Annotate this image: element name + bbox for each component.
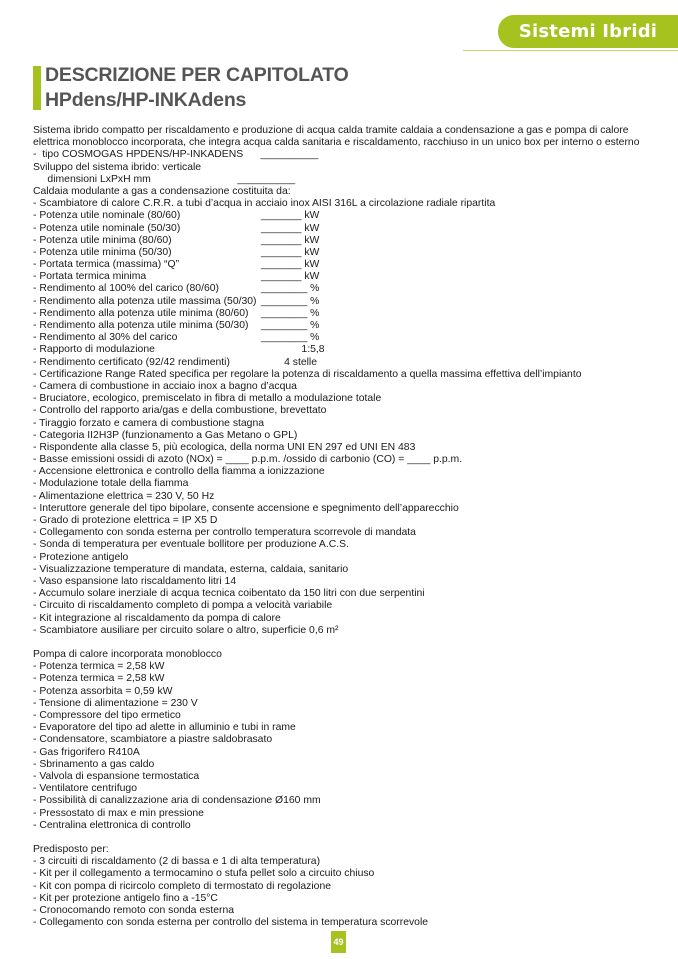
model-line: - tipo COSMOGAS HPDENS/HP-INKADENS __________ [33,149,319,161]
heat-pump-item: - Sbrinamento a gas caldo [33,758,155,770]
prepared-item: - Cronocomando remoto con sonda esterna [33,905,234,917]
spec-value: ________ % [261,307,320,319]
heat-pump-item: - Potenza termica = 2,58 kW [33,661,165,673]
heat-pump-heading: Pompa di calore incorporata monoblocco [33,649,222,661]
feature-item: - Scambiatore ausiliare per circuito solare o altro, superficie 0,6 m² [33,624,339,636]
spec-label: - Rendimento alla potenza utile minima (50/30) [33,320,249,332]
intro-paragraph: Sistema ibrido compatto per riscaldamento e produzione di acqua calda tramite caldaia a condensazione a gas e pompa di calore elettrica monoblocco incorporata, che integra acqua calda sanitaria e riscaldamento, racchiuso in un unico box per interno o esterno [33,125,640,149]
feature-item: - Circuito di riscaldamento completo di pompa a velocità variabile [33,600,333,612]
spec-value: _______ kW [261,210,320,222]
feature-item: - Basse emissioni ossidi di azoto (NOx) = ____ p.p.m. /ossido di carbonio (CO) = ____ p.p.m. [33,454,463,466]
heat-pump-item: - Compressore del tipo ermetico [33,710,181,722]
spec-row [33,210,653,222]
spec-label: - Rendimento alla potenza utile minima (80/60) [33,307,249,319]
feature-item: - Protezione antigelo [33,551,129,563]
boiler-spec-list [33,210,653,368]
feature-item: - Vaso espansione lato riscaldamento litri 14 [33,575,237,587]
spec-value: ________ % [261,295,320,307]
heat-pump-item: - Potenza assorbita = 0,59 kW [33,685,173,697]
feature-item: - Rispondente alla classe 5, più ecologica, della norma UNI EN 297 ed UNI EN 483 [33,441,416,453]
feature-item: - Accensione elettronica e controllo della fiamma a ionizzazione [33,466,325,478]
dimensions-line: dimensioni LxPxH mm __________ [33,173,296,185]
spec-label: - Rendimento al 100% del carico (80/60) [33,283,219,295]
prepared-item: - Kit per il collegamento a termocamino o stufa pellet solo a circuito chiuso [33,868,375,880]
prepared-item: - Collegamento con sonda esterna per controllo del sistema in temperatura scorrevole [33,917,429,929]
spec-label: - Rendimento certificato (92/42 rendimenti) [33,356,230,368]
feature-item: - Categoria II2H3P (funzionamento a Gas Metano o GPL) [33,429,298,441]
heat-pump-item: - Potenza termica = 2,58 kW [33,673,165,685]
spec-row [33,332,653,344]
spec-value: ________ % [261,332,320,344]
development-line: Sviluppo del sistema ibrido: verticale [33,161,202,173]
feature-item: - Visualizzazione temperature di mandata, esterna, caldaia, sanitario [33,563,349,575]
spec-value: 1:5,8 [261,344,325,356]
spec-label: - Portata termica minima [33,271,147,283]
spec-value: ________ % [261,283,320,295]
heat-pump-list [33,661,653,832]
heat-pump-item: - Ventilatore centrifugo [33,783,137,795]
page-subtitle: HPdens/HP-INKAdens [45,89,247,111]
spec-row [33,296,653,308]
spec-row [33,223,653,235]
spec-row [33,235,653,247]
spec-row [33,357,653,369]
spec-label: - Potenza utile nominale (50/30) [33,222,181,234]
title-accent-bar [33,66,41,110]
spec-row [33,344,653,356]
spec-label: - Rapporto di modulazione [33,344,155,356]
feature-item: - Sonda di temperatura per eventuale bollitore per produzione A.C.S. [33,539,349,551]
spec-value: _______ kW [261,234,320,246]
spec-row [33,320,653,332]
spec-value: _______ kW [261,246,320,258]
page-title: DESCRIZIONE PER CAPITOLATO [45,64,349,86]
spec-label: - Potenza utile minima (50/30) [33,246,172,258]
spec-label: - Potenza utile minima (80/60) [33,234,172,246]
section-tab-underline [463,50,678,51]
feature-item: - Collegamento con sonda esterna per controllo temperatura scorrevole di mandata [33,527,416,539]
feature-item: - Alimentazione elettrica = 230 V, 50 Hz [33,490,215,502]
heat-pump-item: - Pressostato di max e min pressione [33,807,204,819]
heat-pump-item: - Condensatore, scambiatore a piastre saldobrasato [33,734,273,746]
feature-item: - Grado di protezione elettrica = IP X5 D [33,515,218,527]
prepared-list [33,856,653,929]
specification-body [33,125,653,929]
feature-item: - Bruciatore, ecologico, premiscelato in fibra di metallo a modulazione totale [33,393,382,405]
spec-label: - Rendimento alla potenza utile massima (50/30) [33,295,257,307]
spec-value: _______ kW [261,222,320,234]
spec-label: - Rendimento al 30% del carico [33,332,178,344]
feature-item: - Accumulo solare inerziale di acqua tecnica coibentato da 150 litri con due serpentini [33,588,425,600]
spec-row [33,308,653,320]
feature-item: - Camera di combustione in acciaio inox a bagno d’acqua [33,380,297,392]
boiler-heading: Caldaia modulante a gas a condensazione costituita da: [33,185,291,197]
feature-item: - Interuttore generale del tipo bipolare, consente accensione e spegnimento dell’apparecchio [33,502,459,514]
prepared-item: - Kit con pompa di ricircolo completo di termostato di regolazione [33,880,332,892]
spec-value: _______ kW [261,259,320,271]
heat-pump-item: - Possibilità di canalizzazione aria di condensazione Ø160 mm [33,795,321,807]
spec-label: - Potenza utile nominale (80/60) [33,210,181,222]
boiler-feature-list [33,369,653,637]
page-number: 49 [331,931,346,953]
boiler-exchanger-item: - Scambiatore di calore C.R.R. a tubi d’acqua in acciaio inox AISI 316L a circolazione radiale ripartita [33,198,496,210]
prepared-heading: Predisposto per: [33,844,109,856]
spec-row [33,283,653,295]
spec-value: ________ % [261,320,320,332]
prepared-item: - 3 circuiti di riscaldamento (2 di bassa e 1 di alta temperatura) [33,856,321,868]
heat-pump-item: - Evaporatore del tipo ad alette in alluminio e tubi in rame [33,722,296,734]
spec-value: 4 stelle [261,356,318,368]
feature-item: - Controllo del rapporto aria/gas e della combustione, brevettato [33,405,327,417]
spec-row [33,247,653,259]
feature-item: - Certificazione Range Rated specifica per regolare la potenza di riscaldamento a quella massima effettiva dell’impianto [33,368,582,380]
spec-row [33,259,653,271]
spec-row [33,271,653,283]
spec-label: - Portata termica (massima) “Q” [33,259,180,271]
prepared-item: - Kit per protezione antigelo fino a -15°C [33,892,218,904]
feature-item: - Kit integrazione al riscaldamento da pompa di calore [33,612,281,624]
heat-pump-item: - Centralina elettronica di controllo [33,819,191,831]
spec-value: _______ kW [261,271,320,283]
feature-item: - Modulazione totale della fiamma [33,478,189,490]
section-tab: Sistemi Ibridi [498,15,678,48]
heat-pump-item: - Tensione di alimentazione = 230 V [33,697,198,709]
feature-item: - Tiraggio forzato e camera di combustione stagna [33,417,265,429]
heat-pump-item: - Valvola di espansione termostatica [33,770,200,782]
heat-pump-item: - Gas frigorifero R410A [33,746,140,758]
